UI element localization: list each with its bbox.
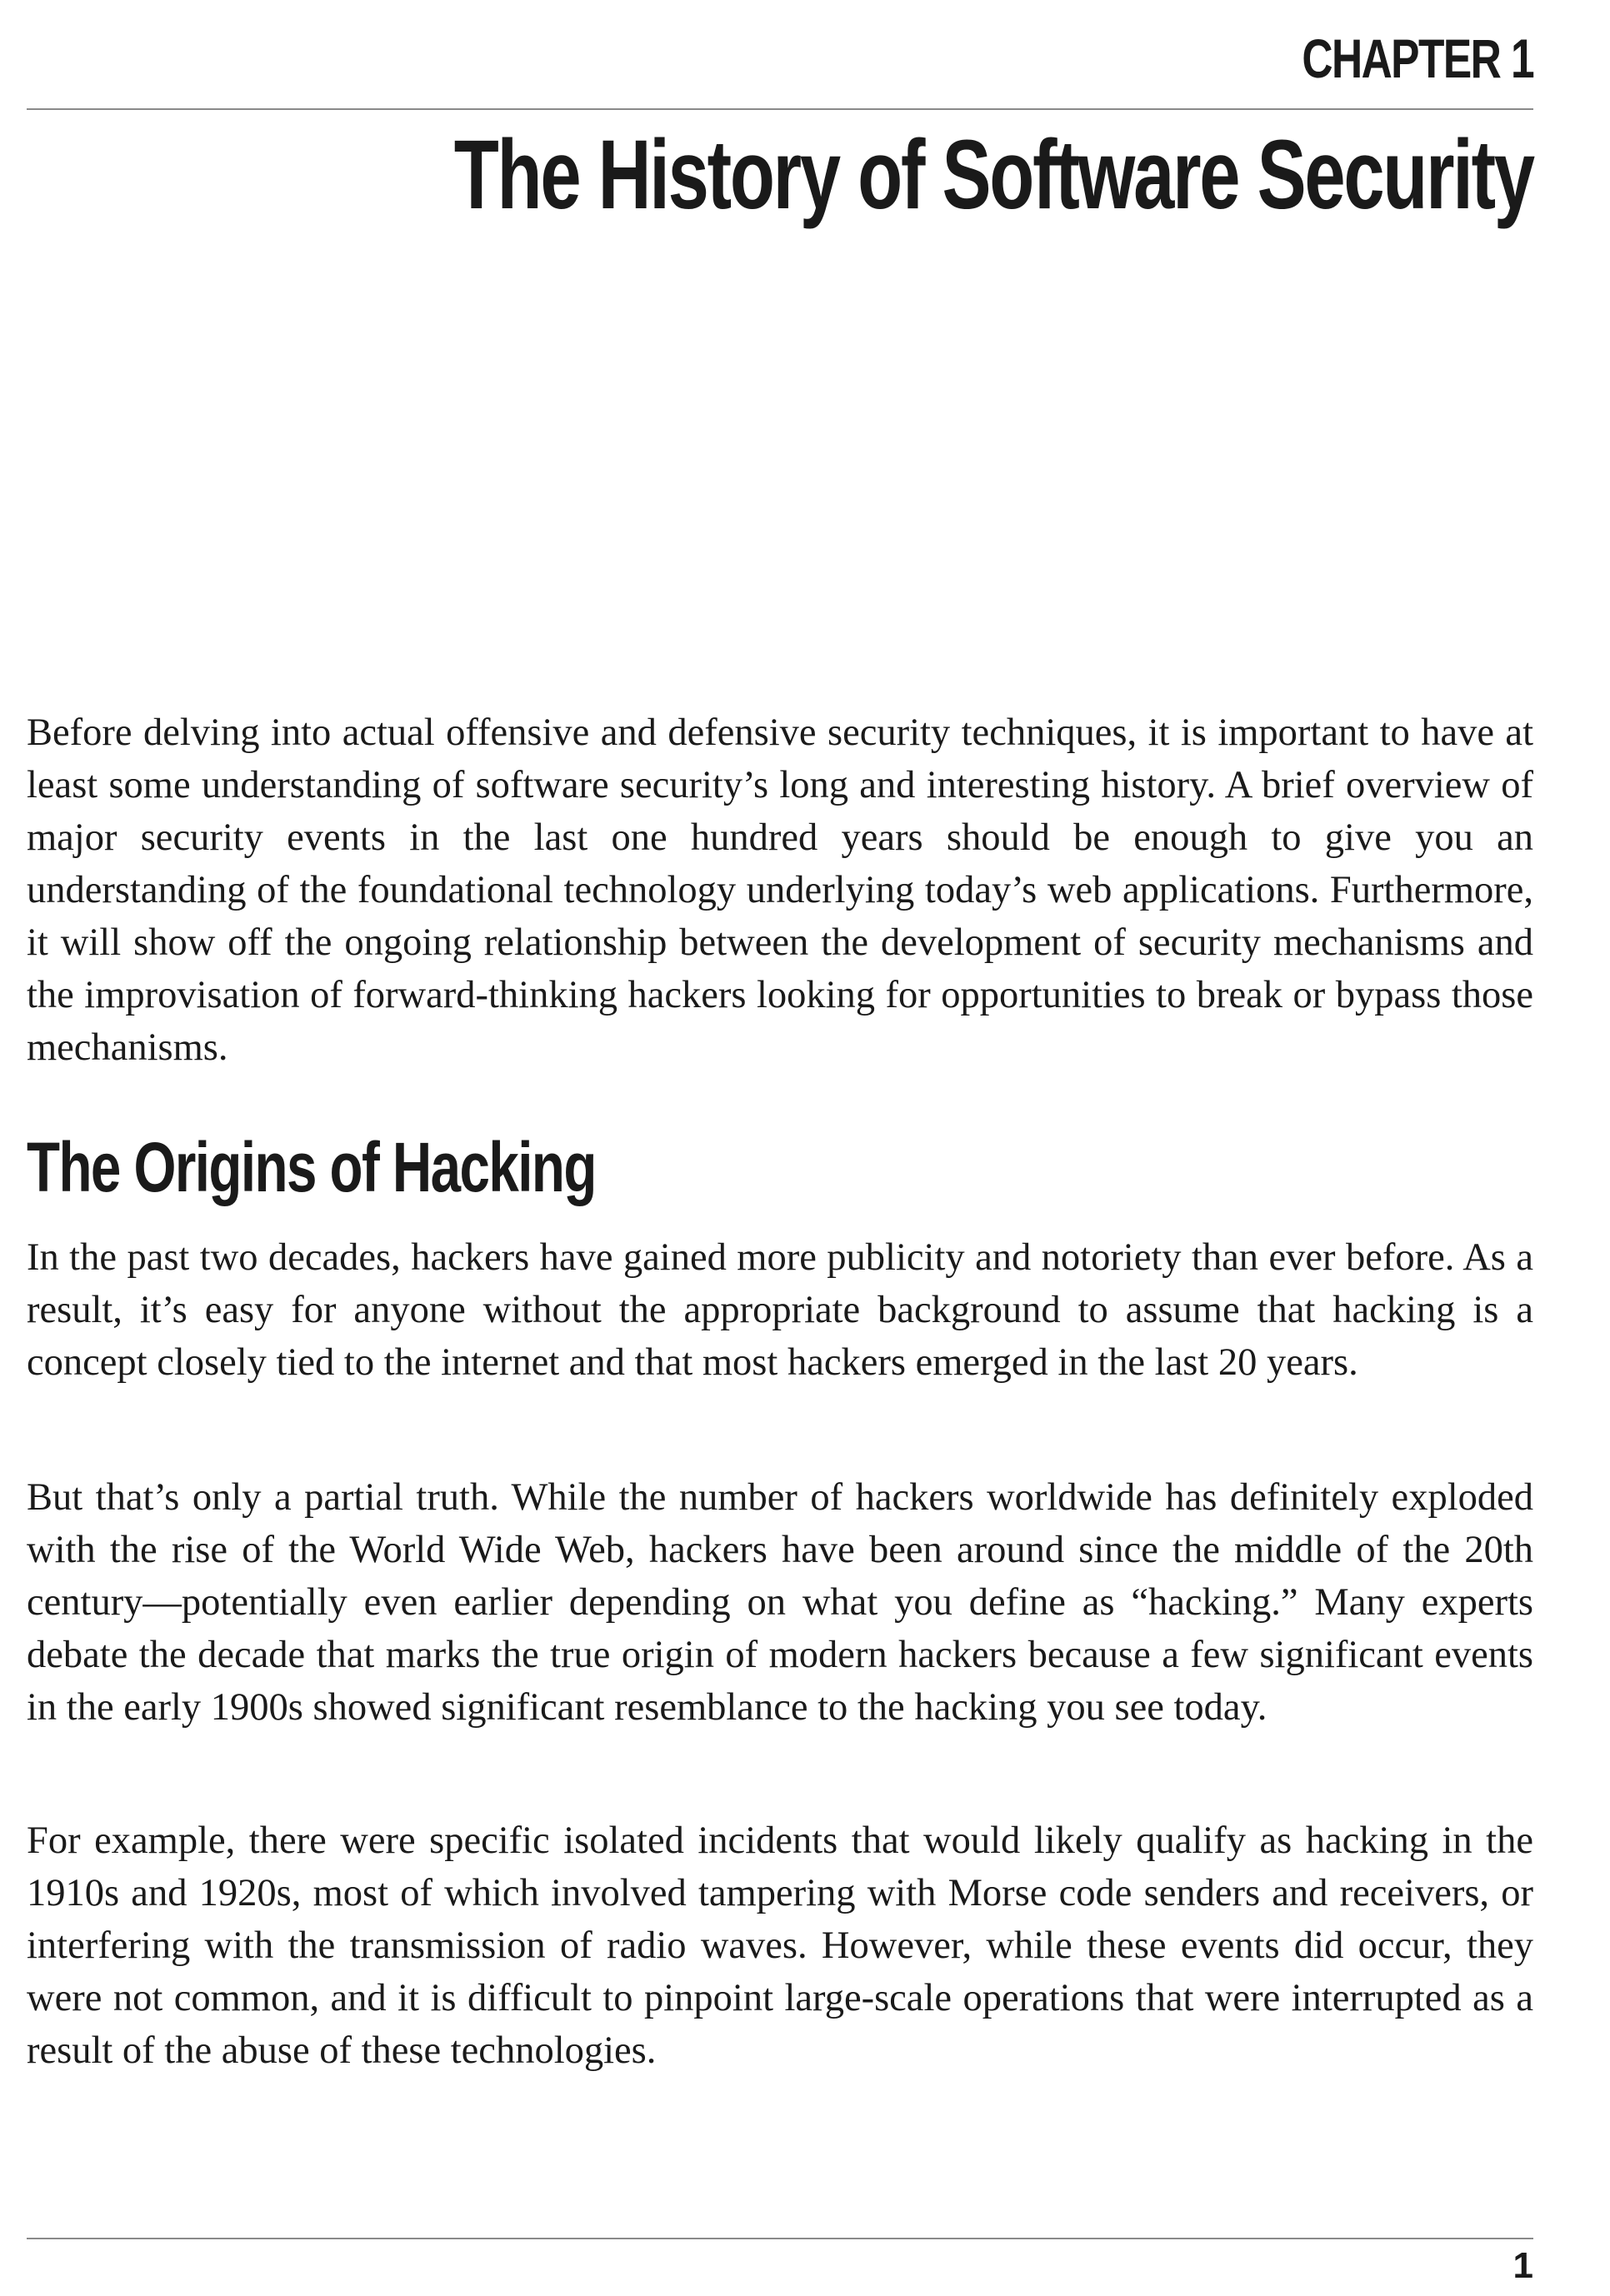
section-paragraph-3: For example, there were specific isolated incidents that would likely qualify as hacking in the 1910s and 1920s, most of which involved tampering with Morse code senders and receivers, or interfering with the transmission of radio waves. However, while these events did occur, they were not common, and it is difficult to pinpoint large-scale operations that were interrupted as a result of the abuse of these technologies. [27, 1819, 1533, 2072]
header-divider [27, 108, 1533, 110]
book-page [27, 0, 1533, 2296]
chapter-title: The History of Software Security [453, 120, 1533, 230]
section-paragraph-2: But that’s only a partial truth. While the number of hackers worldwide has definitely exploded with the rise of the World Wide Web, hackers have been around since the middle of the 20th century—potentially even earlier depending on what you define as “hacking.” Many experts debate the decade that marks the true origin of modern hackers because a few significant events in the early 1900s showed significant resemblance to the hacking you see today. [27, 1476, 1533, 1729]
page-number: 1 [1512, 2245, 1533, 2286]
chapter-label: CHAPTER 1 [1302, 27, 1533, 89]
section-heading: The Origins of Hacking [27, 1128, 596, 1206]
footer-divider [27, 2238, 1533, 2239]
section-paragraph-1: In the past two decades, hackers have gained more publicity and notoriety than ever before. As a result, it’s easy for anyone without the appropriate background to assume that hacking is a concept closely tied to the internet and that most hackers emerged in the last 20 years. [27, 1236, 1533, 1384]
intro-paragraph: Before delving into actual offensive and defensive security techniques, it is important to have at least some understanding of software security’s long and interesting history. A brief overview of major security events in the last one hundred years should be enough to give you an understanding of the foundational technology underlying today’s web applications. Furthermore, it will show off the ongoing relationship between the development of security mechanisms and the improvisation of forward-thinking hackers looking for opportunities to break or bypass those mechanisms. [27, 711, 1533, 1069]
